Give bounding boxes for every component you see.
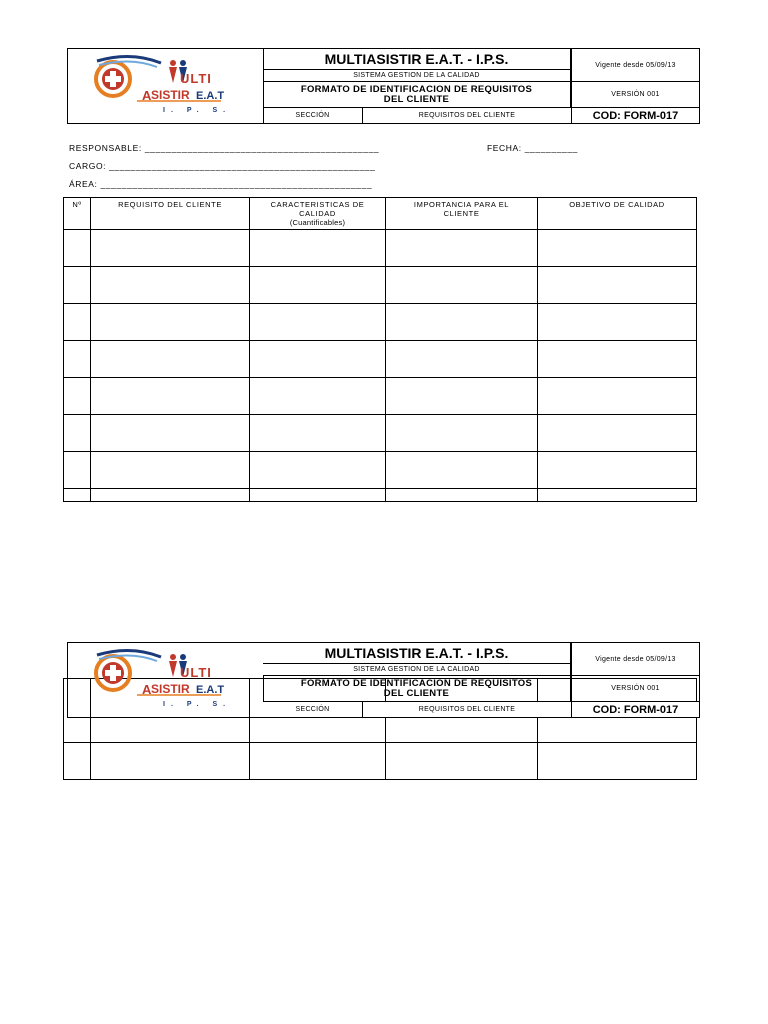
document-header [67, 48, 700, 124]
section-value: REQUISITOS DEL CLIENTE [362, 107, 572, 123]
company-title: MULTIASISTIR E.A.T. - I.P.S. [263, 643, 571, 664]
system-label: SISTEMA GESTION DE LA CALIDAD [263, 663, 571, 676]
logo-eat-text: E.A.T [196, 90, 225, 102]
table-row [64, 452, 697, 489]
table-cell[interactable] [91, 230, 250, 267]
table-cell[interactable] [91, 452, 250, 489]
table-cell[interactable] [386, 415, 538, 452]
table-cell[interactable] [538, 489, 697, 502]
table-cell[interactable] [386, 267, 538, 304]
vigente-date: Vigente desde 05/09/13 [571, 49, 699, 82]
table-row [64, 267, 697, 304]
area-field[interactable]: ÁREA: ___________________________________________________ [69, 179, 373, 189]
table-cell[interactable] [250, 743, 386, 780]
table-cell[interactable] [64, 452, 91, 489]
logo-ips-text: I. P. S. [163, 701, 232, 708]
table-cell[interactable] [386, 341, 538, 378]
table-cell[interactable] [250, 415, 386, 452]
table-cell[interactable] [250, 378, 386, 415]
table-cell[interactable] [250, 230, 386, 267]
table-row [64, 230, 697, 267]
table-cell[interactable] [250, 489, 386, 502]
table-row [64, 341, 697, 378]
logo-cell [68, 49, 264, 123]
table-row [64, 743, 697, 780]
table-cell[interactable] [386, 378, 538, 415]
table-cell[interactable] [64, 378, 91, 415]
table-cell[interactable] [538, 415, 697, 452]
table-cell[interactable] [250, 304, 386, 341]
table-cell[interactable] [64, 341, 91, 378]
system-label: SISTEMA GESTION DE LA CALIDAD [263, 69, 571, 82]
company-title: MULTIASISTIR E.A.T. - I.P.S. [263, 49, 571, 70]
table-cell[interactable] [64, 230, 91, 267]
section-label: SECCIÓN [263, 701, 363, 717]
logo-asistir-text: SISTIR [151, 682, 190, 696]
table-cell[interactable] [538, 267, 697, 304]
logo-eat-text: E.A.T [196, 684, 225, 696]
table-row [64, 415, 697, 452]
logo-asistir-initial: A [142, 88, 152, 103]
logo-ips-text: I. P. S. [163, 107, 232, 114]
col-caract-line3: (Cuantificables) [289, 218, 346, 227]
cargo-field[interactable]: CARGO: __________________________________________________ [69, 161, 376, 171]
table-cell[interactable] [250, 341, 386, 378]
table-cell[interactable] [386, 304, 538, 341]
section-value: REQUISITOS DEL CLIENTE [362, 701, 572, 717]
table-row [64, 489, 697, 502]
col-importancia-line2: CLIENTE [443, 209, 480, 218]
version-label: VERSIÓN 001 [571, 675, 699, 702]
table-cell[interactable] [91, 415, 250, 452]
table-row [64, 378, 697, 415]
table-cell[interactable] [91, 267, 250, 304]
table-cell[interactable] [386, 489, 538, 502]
table-cell[interactable] [91, 341, 250, 378]
logo-asistir-text: SISTIR [151, 88, 190, 102]
table-cell[interactable] [538, 304, 697, 341]
table-cell[interactable] [91, 743, 250, 780]
table-cell[interactable] [250, 267, 386, 304]
logo-cell [68, 643, 264, 717]
col-header-importancia [386, 198, 538, 230]
form-code: COD: FORM-017 [571, 107, 699, 123]
table-cell[interactable] [538, 230, 697, 267]
table-cell[interactable] [91, 489, 250, 502]
requirements-table [63, 197, 697, 502]
logo-multi-text: ULTI [180, 71, 212, 86]
table-cell[interactable] [538, 452, 697, 489]
table-cell[interactable] [64, 304, 91, 341]
table-cell[interactable] [64, 489, 91, 502]
table-cell[interactable] [386, 230, 538, 267]
col-header-number: Nº [64, 198, 91, 230]
col-caract-line1: CARACTERISTICAS DE [270, 200, 365, 209]
col-caract-line2: CALIDAD [299, 209, 336, 218]
responsable-field[interactable]: RESPONSABLE: ____________________________________________ [69, 143, 380, 153]
table-cell[interactable] [64, 267, 91, 304]
table-cell[interactable] [64, 415, 91, 452]
table-cell[interactable] [538, 743, 697, 780]
fecha-field[interactable]: FECHA: __________ [487, 143, 579, 153]
col-header-caracteristicas [250, 198, 386, 230]
vigente-date: Vigente desde 05/09/13 [571, 643, 699, 676]
form-code: COD: FORM-017 [571, 701, 699, 717]
logo-asistir-initial: A [142, 682, 152, 697]
col-header-requisito: REQUISITO DEL CLIENTE [91, 198, 250, 230]
table-cell[interactable] [91, 378, 250, 415]
format-title: FORMATO DE IDENTIFICACION DE REQUISITOS DEL CLIENTE [263, 675, 571, 702]
logo-multi-text: ULTI [180, 665, 212, 680]
section-label: SECCIÓN [263, 107, 363, 123]
col-header-objetivo: OBJETIVO DE CALIDAD [538, 198, 697, 230]
table-cell[interactable] [64, 743, 91, 780]
table-cell[interactable] [91, 304, 250, 341]
table-cell[interactable] [538, 341, 697, 378]
format-title: FORMATO DE IDENTIFICACION DE REQUISITOS DEL CLIENTE [263, 81, 571, 108]
table-cell[interactable] [386, 743, 538, 780]
col-importancia-line1: IMPORTANCIA PARA EL [413, 200, 510, 209]
table-cell[interactable] [538, 378, 697, 415]
document-header-page2 [67, 642, 700, 718]
version-label: VERSIÓN 001 [571, 81, 699, 108]
table-cell[interactable] [386, 452, 538, 489]
table-cell[interactable] [250, 452, 386, 489]
table-row [64, 304, 697, 341]
